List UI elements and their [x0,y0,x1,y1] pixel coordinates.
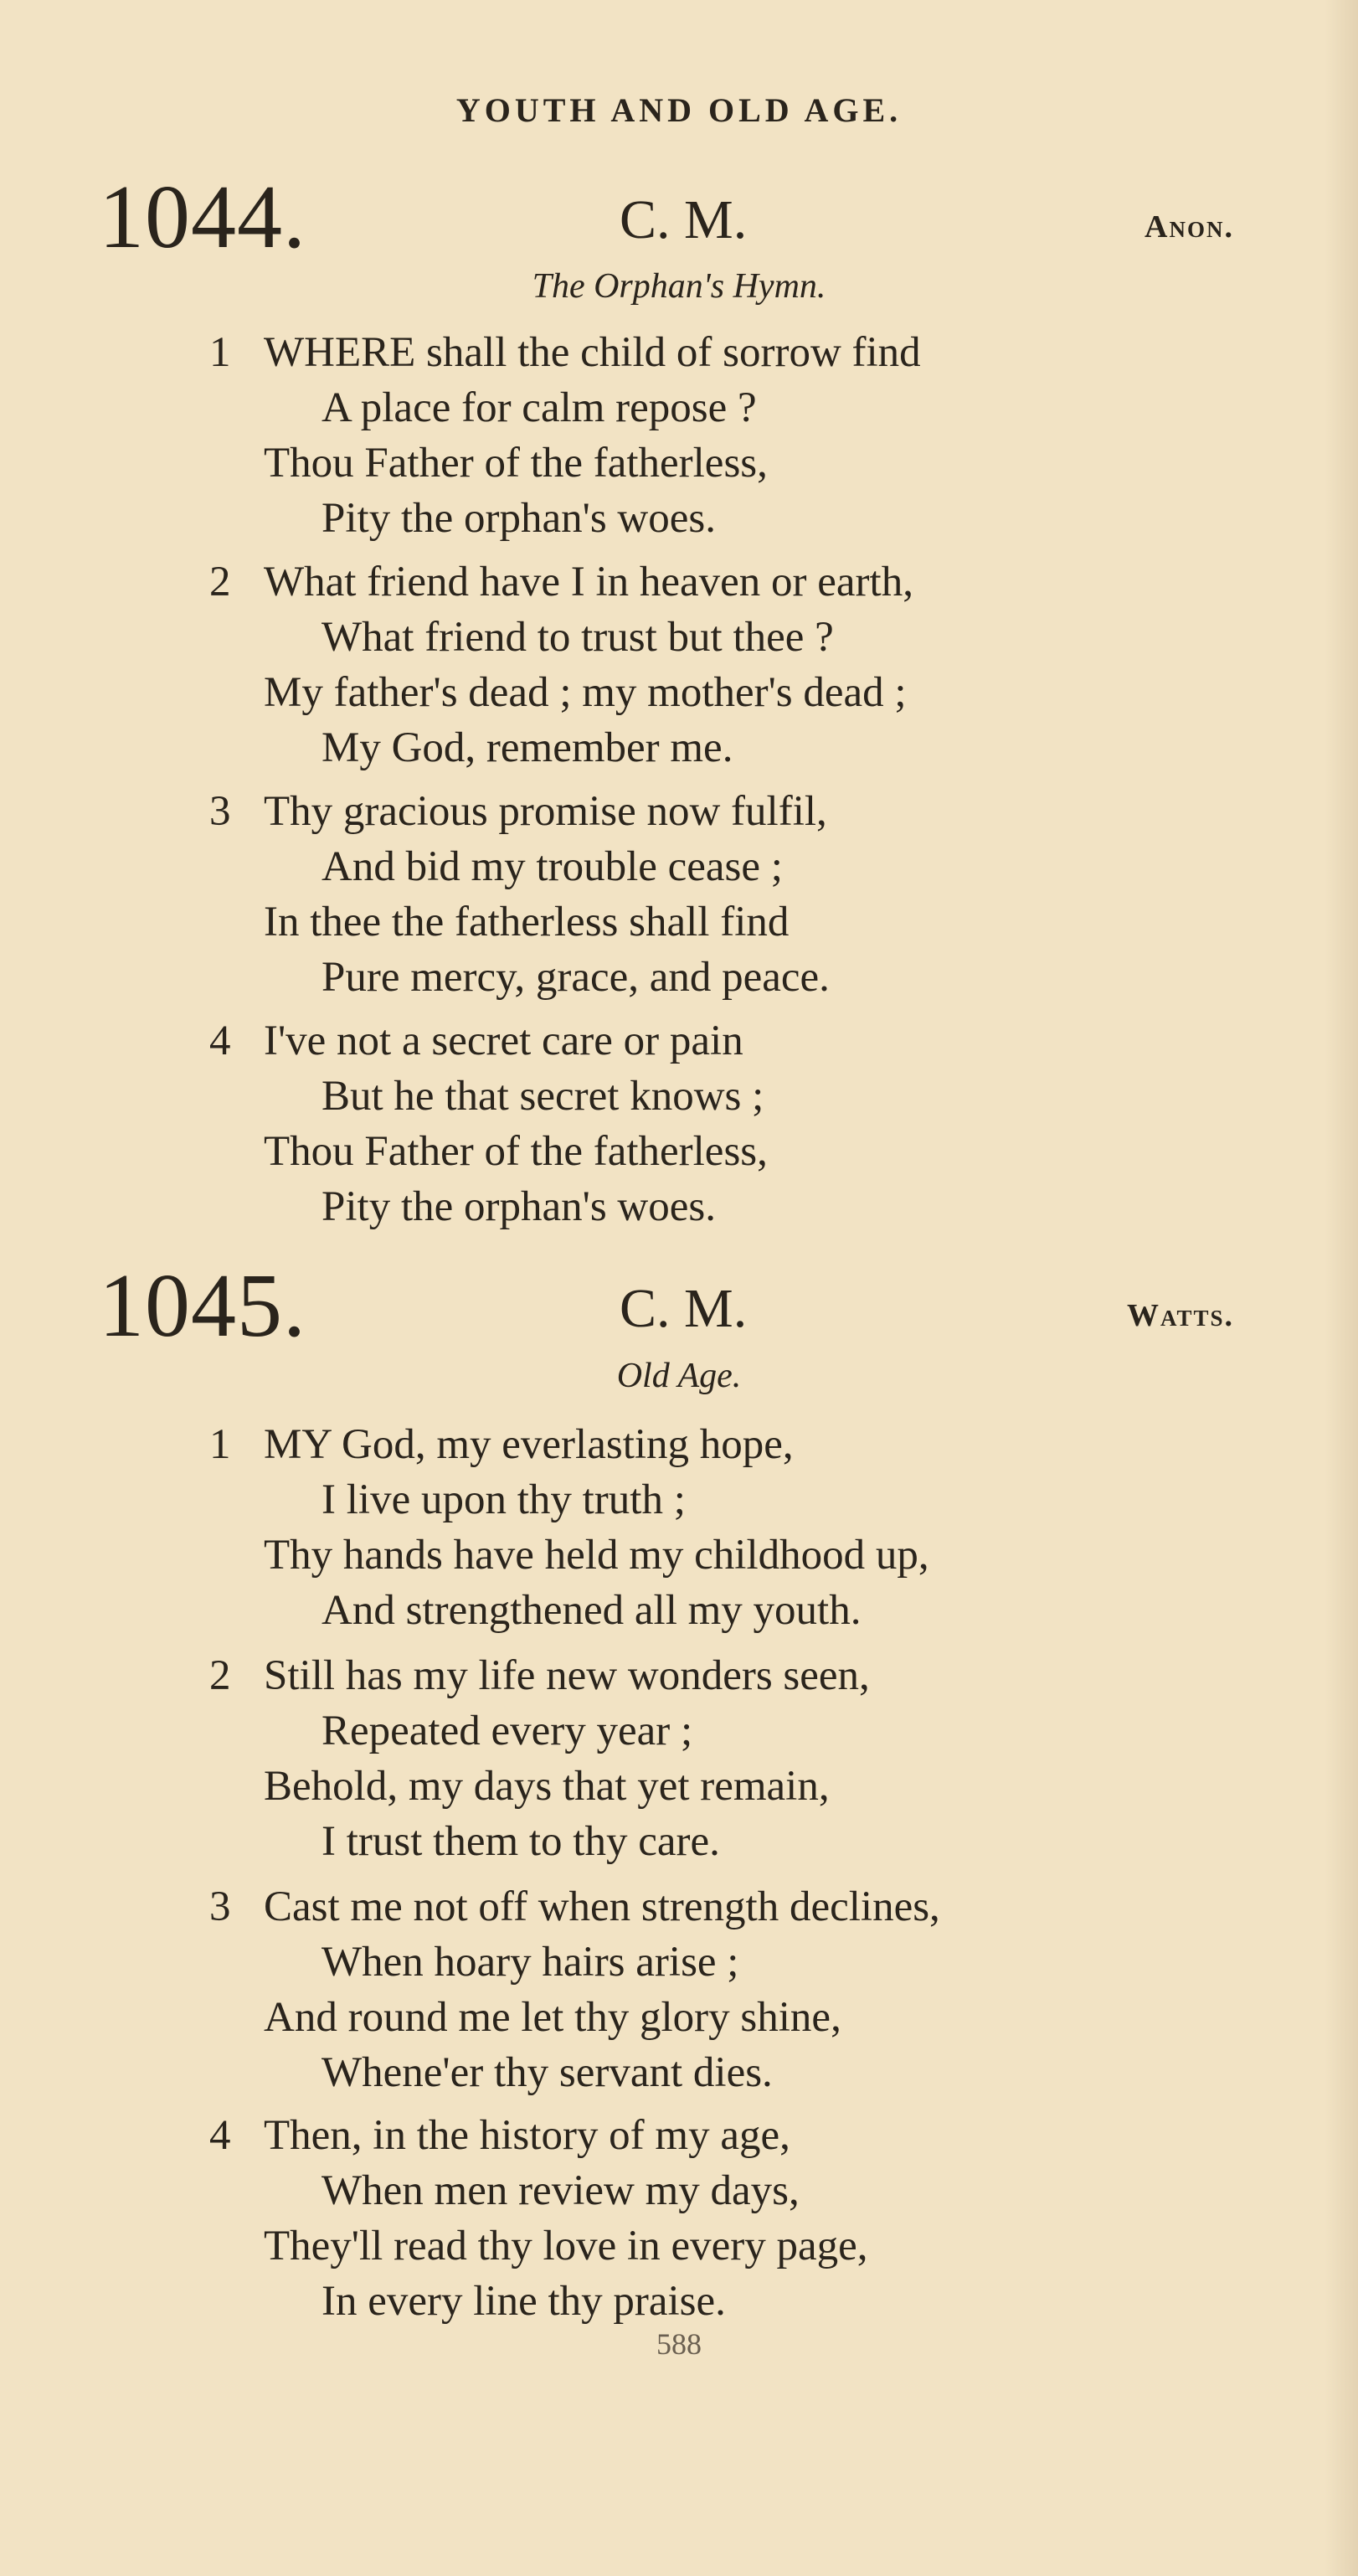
verse-line: Thou Father of the fatherless, [264,440,768,487]
verse-line: Thy gracious promise now fulfil, [264,788,827,835]
verse-line: A place for calm repose ? [321,384,757,431]
hymn-meter: C. M. [620,189,748,250]
verse-line: They'll read thy love in every page, [264,2223,868,2269]
hymn-header-1044 [0,167,1358,267]
hymn-number: 1044. [99,167,306,267]
verse-line: What friend to trust but thee ? [321,614,834,661]
verse-number: 3 [209,1883,231,1930]
verse-number: 1 [209,1421,231,1468]
verse-line: MY God, my everlasting hope, [264,1421,794,1468]
verse-line: WHERE shall the child of sorrow find [264,329,921,376]
verse-line: I trust them to thy care. [321,1818,720,1865]
verse-line: When hoary hairs arise ; [321,1939,739,1986]
verse-line: And round me let thy glory shine, [264,1994,841,2041]
verse-line: Thou Father of the fatherless, [264,1128,768,1175]
verse-line: And bid my trouble cease ; [321,843,783,890]
verse-number: 2 [209,1652,231,1699]
page-number: 588 [656,2327,702,2361]
hymn-author: Anon. [1145,209,1234,245]
verse-line: I live upon thy truth ; [321,1476,686,1523]
verse-line: Behold, my days that yet remain, [264,1763,830,1810]
verse-line: Still has my life new wonders seen, [264,1652,870,1699]
hymn-subtitle: Old Age. [616,1357,742,1395]
verse-line: In every line thy praise. [321,2278,726,2325]
verse-number: 2 [209,559,231,605]
verse-line: Pity the orphan's woes. [321,1183,716,1230]
hymn-header-1045 [0,1256,1358,1356]
verse-number: 4 [209,1018,231,1064]
verse-line: When men review my days, [321,2167,800,2214]
verse-line: I've not a secret care or pain [264,1018,743,1064]
verse-line: Pure mercy, grace, and peace. [321,954,830,1001]
hymn-meter: C. M. [620,1278,748,1339]
hymn-author: Watts. [1126,1298,1234,1333]
hymn-number: 1045. [99,1256,306,1356]
verse-line: Whene'er thy servant dies. [321,2049,773,2096]
verse-line: In thee the fatherless shall find [264,899,790,945]
page-edge-shadow [1325,0,1358,2576]
verse-line: Pity the orphan's woes. [321,495,716,542]
verse-number: 3 [209,788,231,835]
verse-line: Thy hands have held my childhood up, [264,1532,929,1579]
verse-line: My God, remember me. [321,724,733,771]
verse-line: My father's dead ; my mother's dead ; [264,669,907,716]
verse-number: 1 [209,329,231,376]
verse-line: Cast me not off when strength declines, [264,1883,940,1930]
hymn-subtitle: The Orphan's Hymn. [532,267,826,306]
verse-line: What friend have I in heaven or earth, [264,559,913,605]
verse-line: And strengthened all my youth. [321,1587,862,1634]
verse-line: Then, in the history of my age, [264,2112,790,2159]
running-head: YOUTH AND OLD AGE. [455,91,903,129]
verse-number: 4 [209,2112,231,2159]
verse-line: Repeated every year ; [321,1708,693,1754]
verse-line: But he that secret knows ; [321,1073,764,1120]
